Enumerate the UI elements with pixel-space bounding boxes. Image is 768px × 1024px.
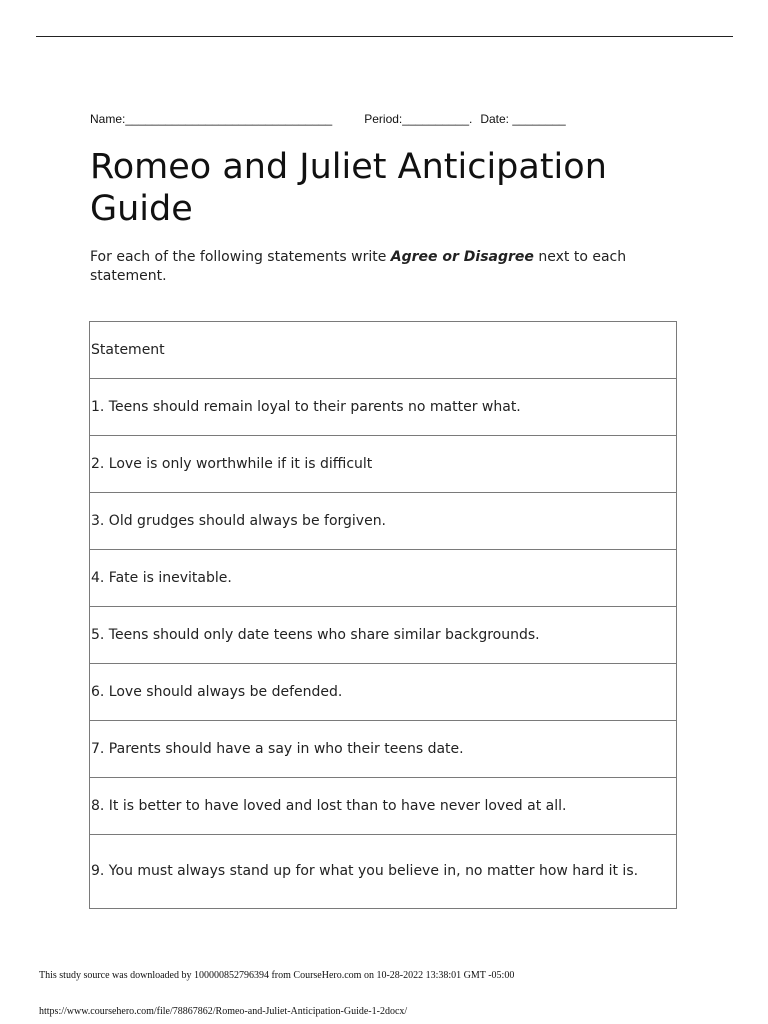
period-field-label: Period:__________. (364, 112, 473, 126)
student-info-line (90, 112, 566, 126)
statement-cell-6: 6. Love should always be defended. (90, 664, 677, 721)
download-source-note: This study source was downloaded by 100000852796394 from CourseHero.com on 10-28-2022 13:38:01 GMT -05:00 (39, 970, 515, 981)
instructions-emphasis: Agree or Disagree (390, 249, 534, 265)
name-field-label: Name:_______________________________ (90, 112, 333, 126)
table-row (90, 493, 677, 550)
table-row (90, 721, 677, 778)
top-rule (36, 36, 733, 37)
table-row (90, 835, 677, 909)
table-row (90, 607, 677, 664)
statement-table (89, 321, 677, 909)
statement-cell-2: 2. Love is only worthwhile if it is difficult (90, 436, 677, 493)
table-header-row (90, 322, 677, 379)
statement-cell-8: 8. It is better to have loved and lost than to have never loved at all. (90, 778, 677, 835)
table-row (90, 778, 677, 835)
table-row (90, 379, 677, 436)
statement-cell-5: 5. Teens should only date teens who share similar backgrounds. (90, 607, 677, 664)
statement-cell-7: 7. Parents should have a say in who their teens date. (90, 721, 677, 778)
instructions-text-before: For each of the following statements write (90, 249, 391, 265)
page-title: Romeo and Juliet Anticipation Guide (90, 147, 607, 229)
statement-cell-9: 9. You must always stand up for what you believe in, no matter how hard it is. (90, 835, 677, 909)
instructions-text-after: next to each statement. (90, 249, 627, 284)
statement-cell-3: 3. Old grudges should always be forgiven. (90, 493, 677, 550)
statement-cell-4: 4. Fate is inevitable. (90, 550, 677, 607)
date-field-label: Date: ________ (480, 112, 566, 126)
table-row (90, 664, 677, 721)
table-row (90, 436, 677, 493)
instructions (90, 248, 680, 286)
source-url[interactable]: https://www.coursehero.com/file/78867862/Romeo-and-Juliet-Anticipation-Guide-1-2docx/ (39, 1006, 408, 1017)
table-header-cell: Statement (90, 322, 677, 379)
table-row (90, 550, 677, 607)
statement-cell-1: 1. Teens should remain loyal to their parents no matter what. (90, 379, 677, 436)
